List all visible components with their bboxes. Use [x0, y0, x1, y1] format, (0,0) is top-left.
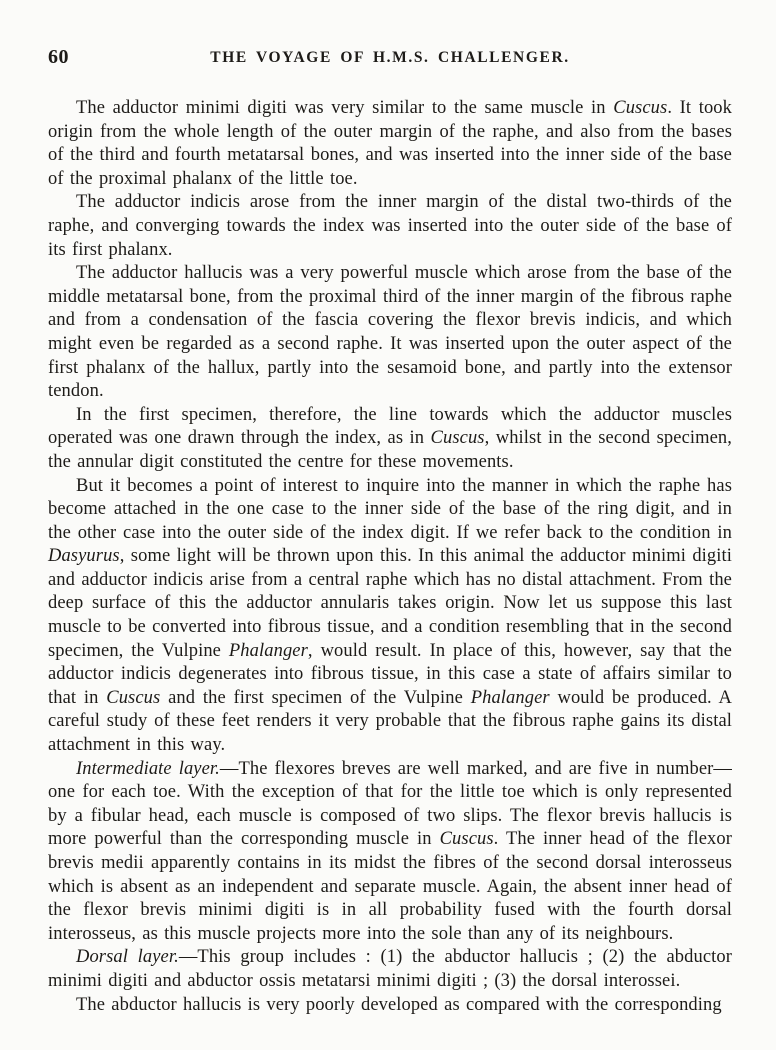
text-segment: , would result. In place of this, however, say that the adductor indicis degenerates into fibrous tissue, in this case a state of affairs similar to that in — [48, 640, 732, 708]
paragraph — [48, 97, 732, 191]
text-segment: —The flexores breves are well marked, and are five in number—one for each toe. With the exception of that for the little toe which is only represented by a fibular head, each muscle is composed of two slips. The flexor brevis hallucis is more powerful than the corresponding muscle in — [48, 758, 733, 850]
text-segment: Cuscus — [613, 98, 668, 118]
text-segment: . The inner head of the flexor brevis medii apparently contains in its midst the fibres of the second dorsal interosseus which is absent as an independent and separate muscle. Again, the absent inner head of the flexor brevis minimi digiti is in all probability fused with the fourth dorsal interosseus, as this muscle projects more into the sole than any of its neighbours. — [48, 829, 733, 944]
text-segment: , some light will be thrown upon this. In this animal the adductor minimi digiti and adductor indicis arise from a central raphe which has no distal attachment. From the deep surface of this the adductor annularis takes origin. Now let us suppose this last muscle to be converted into fibrous tissue, and a condition resembling that in the second specimen, the Vulpine — [48, 546, 732, 661]
running-header: THE VOYAGE OF H.M.S. CHALLENGER. — [210, 49, 570, 66]
text-segment: But it becomes a point of interest to inquire into the manner in which the raphe has become attached in the one case to the inner side of the base of the ring digit, and in the other case into the outer side of the index digit. If we refer back to the condition in — [48, 475, 732, 543]
text-segment: Cuscus — [439, 829, 494, 850]
text-segment: and the first specimen of the Vulpine — [160, 687, 471, 708]
paragraph — [48, 404, 732, 475]
text-segment: Phalanger — [470, 687, 550, 708]
paragraph — [48, 946, 732, 993]
paragraph — [48, 994, 732, 1018]
text-segment: The adductor hallucis was a very powerful muscle which arose from the base of the middle metatarsal bone, from the proximal third of the inner margin of the fibrous raphe and from a condensation of the fascia covering the flexor brevis indicis, and which might even be regarded as a second raphe. It was inserted upon the outer aspect of the first phalanx of the hallux, partly into the sesamoid bone, and partly into the extensor tendon. — [48, 263, 732, 402]
text-segment: In the first specimen, therefore, the line towards which the adductor muscles operated was one drawn through the index, as in — [48, 404, 732, 449]
page-number: 60 — [48, 46, 69, 68]
paragraph — [48, 191, 732, 262]
text-segment: Dasyurus — [48, 546, 120, 567]
text-segment: —This group includes : (1) the abductor hallucis ; (2) the abductor minimi digiti and abductor ossis metatarsi minimi digiti ; (3) the dorsal interossei. — [48, 947, 732, 991]
paragraph — [48, 758, 732, 947]
page-header — [48, 46, 732, 70]
paragraph — [48, 475, 732, 758]
text-segment: The adductor minimi digiti was very similar to the same muscle in — [76, 98, 614, 118]
text-segment: Dorsal layer. — [76, 947, 179, 968]
text-segment: would be produced. A careful study of these feet renders it very probable that the fibrous raphe gains its distal attachment in this way. — [48, 687, 732, 756]
text-segment: Intermediate layer. — [76, 758, 220, 779]
text-segment: The adductor indicis arose from the inner margin of the distal two-thirds of the raphe, and converging towards the index was inserted into the outer side of the base of its first phalanx. — [48, 192, 732, 260]
text-segment: . It took origin from the whole length of the outer margin of the raphe, and also from the bases of the third and fourth metatarsal bones, and was inserted into the inner side of the base of the proximal phalanx of the little toe. — [48, 98, 732, 189]
text-segment: Cuscus — [106, 687, 161, 708]
page-body — [48, 97, 732, 1017]
paragraph — [48, 262, 732, 404]
text-segment: Cuscus — [430, 428, 485, 449]
text-segment: , whilst in the second specimen, the annular digit constituted the centre for these movements. — [48, 428, 732, 472]
text-segment: The abductor hallucis is very poorly developed as compared with the corresponding — [76, 994, 722, 1015]
text-segment: Phalanger — [228, 640, 308, 661]
